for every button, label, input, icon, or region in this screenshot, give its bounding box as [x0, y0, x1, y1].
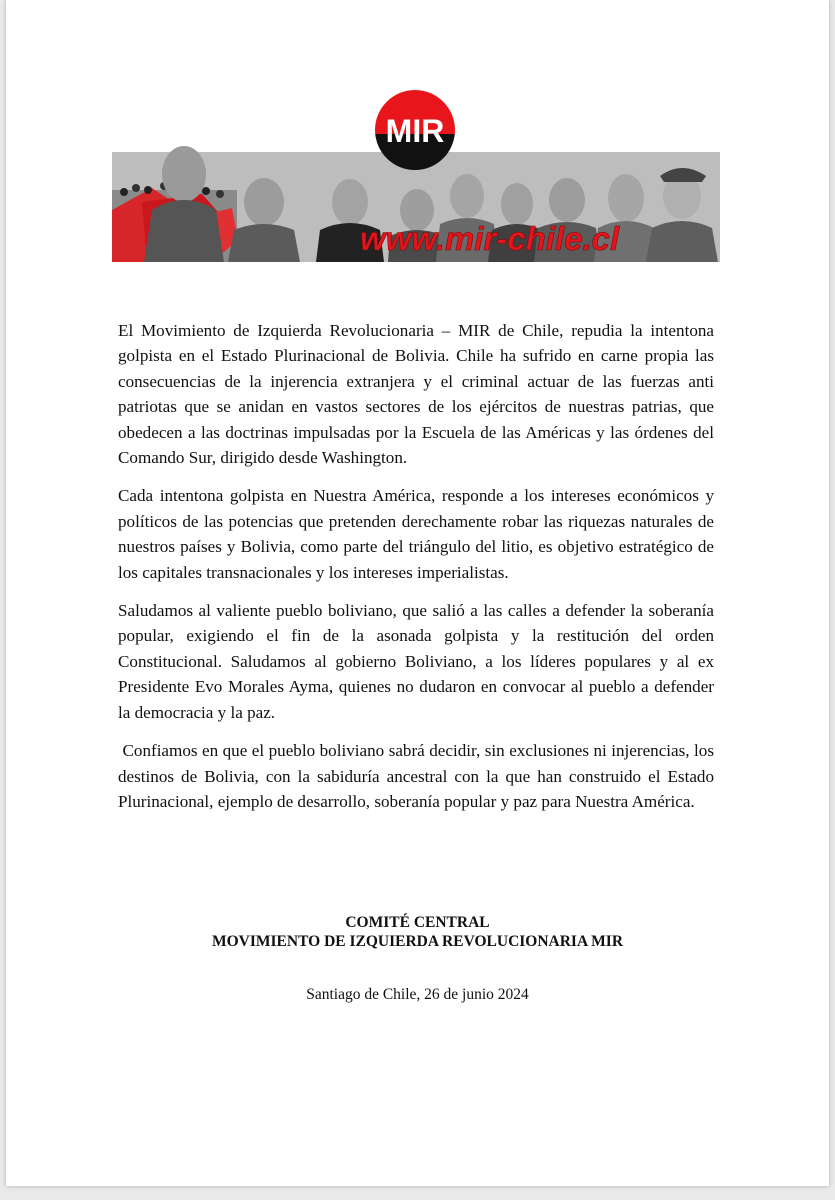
mir-logo-text: MIR [385, 113, 445, 149]
signature-block [6, 913, 829, 951]
paragraph-1: El Movimiento de Izquierda Revolucionaria – MIR de Chile, repudia la intentona golpista en el Estado Plurinacional de Bolivia. Chile ha sufrido en carne propia las consecuencias de la injerencia extranjera y el criminal actuar de las fuerzas anti patriotas que se anidan en vastos sectores de los ejércitos de nuestras patrias, que obedecen a las doctrinas impulsadas por la Escuela de las Américas y las órdenes del Comando Sur, dirigido desde Washington. [118, 321, 714, 468]
paragraph-4: Confiamos en que el pueblo boliviano sabrá decidir, sin exclusiones ni injerencias, los destinos de Bolivia, con la sabiduría ancestral con la que han construido el Estado Plurinacional, ejemplo de desarrollo, soberanía popular y paz para Nuestra América. [118, 741, 719, 811]
document-page [6, 0, 829, 1186]
paragraph-2: Cada intentona golpista en Nuestra América, responde a los intereses económicos y políticos de las potencias que pretenden derechamente robar las riquezas naturales de nuestros países y Bolivia, como parte del triángulo del litio, es objetivo estratégico de los capitales transnacionales y los intereses imperialistas. [118, 486, 714, 582]
statement-body [118, 318, 719, 827]
website-url: www.mir-chile.cl [360, 220, 620, 257]
header-banner [112, 90, 720, 262]
signature-organization: MOVIMIENTO DE IZQUIERDA REVOLUCIONARIA MIR [211, 933, 624, 950]
place-date: Santiago de Chile, 26 de junio 2024 [306, 986, 529, 1003]
paragraph-3: Saludamos al valiente pueblo boliviano, que salió a las calles a defender la soberanía popular, exigiendo el fin de la asonada golpista y la restitución del orden Constitucional. Saludamos al gobierno Boliviano, a los líderes populares y al ex Presidente Evo Morales Ayma, quienes no dudaron en convocar al pueblo a defender la democracia y la paz. [118, 601, 714, 722]
signature-committee: COMITÉ CENTRAL [345, 914, 490, 931]
